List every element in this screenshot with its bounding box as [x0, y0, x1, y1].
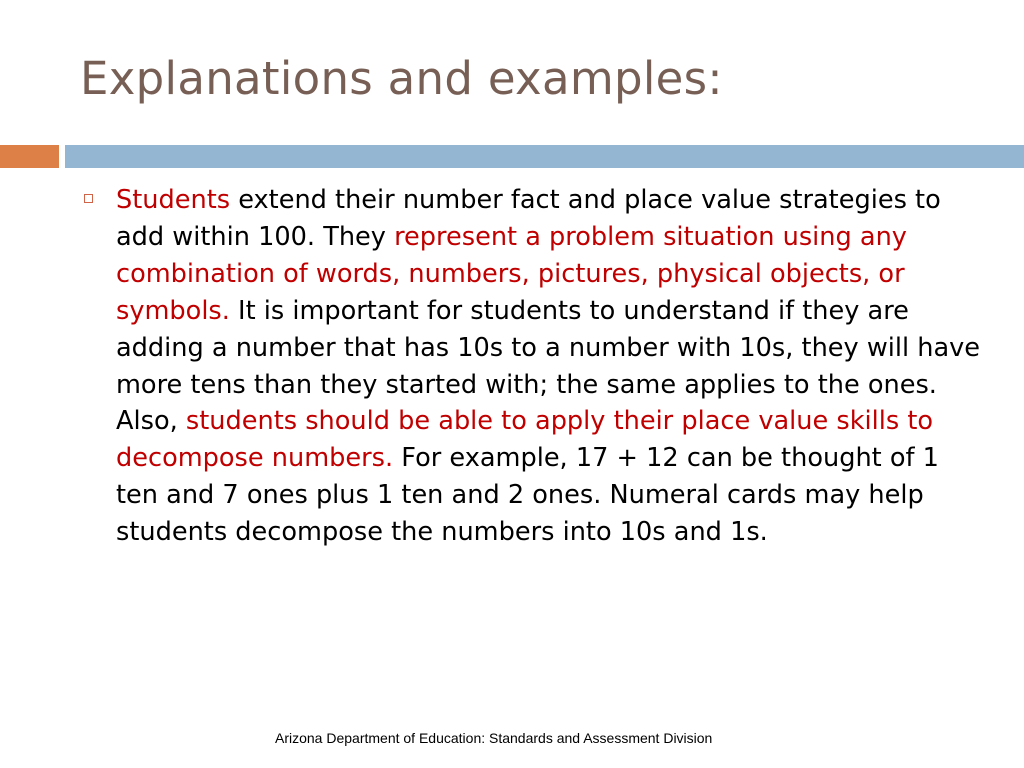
accent-band-orange	[0, 145, 59, 168]
body-paragraph	[116, 182, 989, 551]
slide-title: Explanations and examples:	[80, 52, 723, 105]
accent-band-blue	[65, 145, 1024, 168]
footer-text: Arizona Department of Education: Standards and Assessment Division	[275, 730, 713, 746]
body-segment: For example, 17 + 12 can be thought of 1 ten and 7 ones plus 1 ten and 2 ones. Numeral cards may help students decompose the numbers into 10s and 1s.	[116, 443, 948, 548]
body-segment: It is important for students to understand if they are adding a number that has 10s to a number with 10s, they will have more tens than they started with; the same applies to the ones. Also,	[116, 295, 989, 437]
body-segment: represent a problem situation using any combination of words, numbers, pictures, physical objects, or symbols.	[116, 221, 916, 326]
body-segment: Students	[116, 185, 231, 215]
body-segment: extend their number fact and place value strategies to add within 100. They	[116, 185, 949, 252]
body-segment: students should be able to apply their place value skills to decompose numbers.	[116, 406, 942, 474]
hollow-square-bullet-icon	[84, 194, 93, 203]
